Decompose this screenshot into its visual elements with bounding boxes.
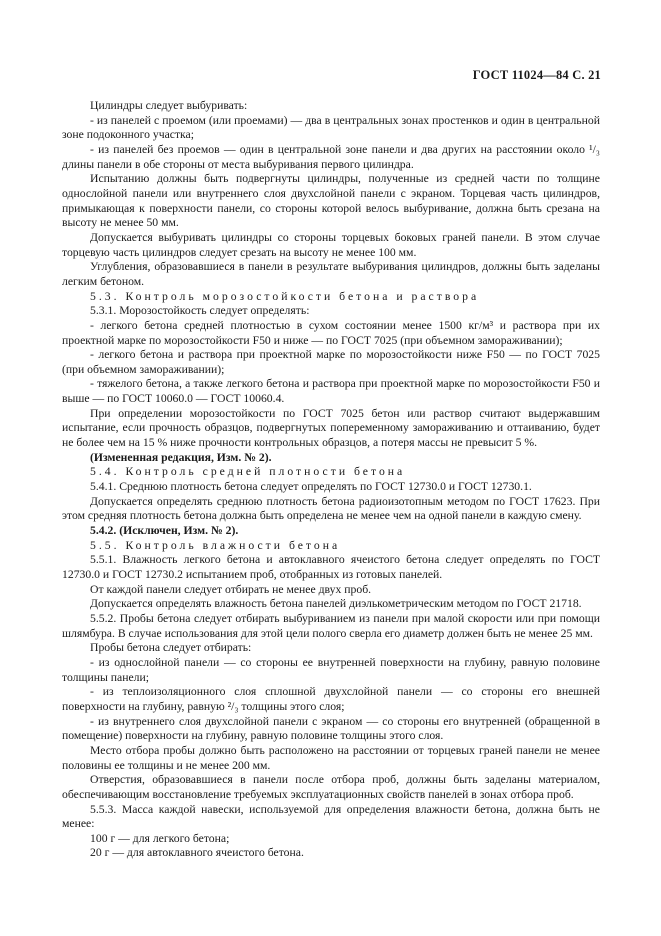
paragraph: 5.4.1. Среднюю плотность бетона следует определять по ГОСТ 12730.0 и ГОСТ 12730.1. <box>90 480 532 494</box>
paragraph: Допускается определять влажность бетона панелей диэлькометрическим методом по ГОСТ 21718. <box>90 597 582 611</box>
excluded-clause: 5.4.2. (Исключен, Изм. № 2). <box>90 524 239 538</box>
paragraph: Место отбора пробы должно быть расположено на расстоянии от торцевых граней панели не менее половины ее толщины и не менее 200 мм. <box>62 743 600 772</box>
paragraph: Отверстия, образовавшиеся в панели после отбора проб, должны быть заделаны материалом, обеспечивающим восстановление требуемых эксплуатационных свойств панелей в зонах отбора проб. <box>62 773 600 801</box>
paragraph: Цилиндры следует выбуривать: <box>90 99 248 112</box>
paragraph: Допускается выбуривать цилиндры со стороны торцевых боковых граней панели. В этом случае торцевую часть цилиндров следует срезать на высоту не менее 100 мм. <box>62 230 600 259</box>
paragraph: Допускается определять среднюю плотность бетона радиоизотопным методом по ГОСТ 17623. При этом средняя плотность бетона должна быть определена не менее чем на одной панели в каждую смену. <box>62 494 600 523</box>
paragraph: - из теплоизоляционного слоя сплошной двухслойной панели — со стороны его внешней поверхности на глубину, равную ²/₃ толщины этого слоя; <box>62 685 600 713</box>
paragraph: - из однослойной панели — со стороны ее внутренней поверхности на глубину, равную половине толщины панели; <box>62 655 600 684</box>
paragraph: - легкого бетона средней плотностью в сухом состоянии менее 1500 кг/м³ и раствора при их проектной марке по морозостойкости F50 и ниже — по ГОСТ 7025 (при объемном замораживании); <box>62 318 600 347</box>
document-body <box>62 99 600 861</box>
paragraph: 20 г — для автоклавного ячеистого бетона. <box>90 846 304 860</box>
page-header: ГОСТ 11024—84 С. 21 <box>472 68 601 82</box>
paragraph: При определении морозостойкости по ГОСТ 7025 бетон или раствор считают выдержавшим испытание, если прочность образцов, подвергнутых попеременному замораживанию и оттаиванию, будет не более чем на 15 % ниже прочности контрольных образцов, а потеря массы не превысит 5 %. <box>62 406 600 450</box>
section-heading: 5.5. Контроль влажности бетона <box>90 538 341 552</box>
paragraph: 100 г — для легкого бетона; <box>90 831 230 845</box>
amendment-note: (Измененная редакция, Изм. № 2). <box>90 450 272 464</box>
paragraph: Пробы бетона следует отбирать: <box>90 641 252 655</box>
paragraph: - легкого бетона и раствора при проектной марке по морозостойкости ниже F50 — по ГОСТ 7025 (при объемном замораживании); <box>62 348 600 376</box>
paragraph: - из панелей без проемов — один в центральной зоне панели и два других на расстоянии около ¹/₃ длины панели в обе стороны от места выбуривания первого цилиндра. <box>62 142 600 171</box>
paragraph: - из внутреннего слоя двухслойной панели с экраном — со стороны его внутренней (обращенной в помещение) поверхности на глубину, равную половине толщины этого слоя. <box>62 714 600 743</box>
paragraph: 5.3.1. Морозостойкость следует определять: <box>90 304 310 318</box>
paragraph: Испытанию должны быть подвергнуты цилиндры, полученные из средней части по толщине однослойной панели или внутреннего слоя двухслойной панели с экраном. Торцевая часть цилиндров, примыкающая к поверхности панели, со стороны которой велось выбуривание, должна быть срезана на высоту не менее 50 мм. <box>62 172 600 230</box>
paragraph: Углубления, образовавшиеся в панели в результате выбуривания цилиндров, должны быть заделаны легким бетоном. <box>62 260 600 288</box>
paragraph: 5.5.3. Масса каждой навески, используемой для определения влажности бетона, должна быть не менее: <box>62 802 600 831</box>
paragraph: 5.5.1. Влажность легкого бетона и автоклавного ячеистого бетона следует определять по ГОСТ 12730.0 и ГОСТ 12730.2 испытанием проб, отобранных из готовых панелей. <box>62 553 600 581</box>
paragraph: - из панелей с проемом (или проемами) — два в центральных зонах простенков и один в центральной зоне подоконного участка; <box>62 113 600 142</box>
section-heading: 5.3. Контроль морозостойкости бетона и раствора <box>90 289 480 303</box>
paragraph: - тяжелого бетона, а также легкого бетона и раствора при проектной марке по морозостойкости F50 и выше — по ГОСТ 10060.0 — ГОСТ 10060.4. <box>62 377 600 406</box>
section-heading: 5.4. Контроль средней плотности бетона <box>90 465 406 479</box>
paragraph: 5.5.2. Пробы бетона следует отбирать выбуриванием из панели при малой скорости или при помощи шлямбура. В случае использования для этой цели полого сверла его диаметр должен быть не менее 25 мм. <box>62 611 600 640</box>
paragraph: От каждой панели следует отбирать не менее двух проб. <box>90 582 372 596</box>
